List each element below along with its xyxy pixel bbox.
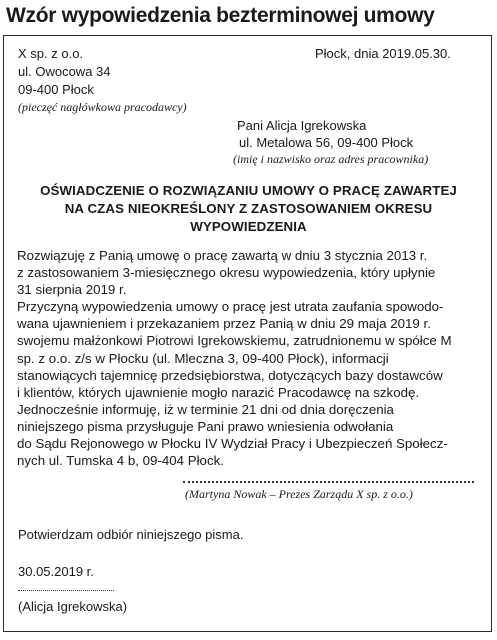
recipient-signature-line: [18, 590, 114, 591]
statement-body: [17, 247, 481, 469]
receipt-confirmation: Potwierdzam odbiór niniejszego pisma.: [18, 527, 244, 542]
body-line: swojemu małżonkowi Piotrowi Igrekowskiemu, zatrudnionemu w spółce M: [17, 333, 452, 349]
body-line: do Sądu Rejonowego w Płocku IV Wydział Pracy i Ubezpieczeń Społecz-: [17, 436, 448, 452]
body-line: z zastosowaniem 3-miesięcznego okresu wypowiedzenia, który upłynie: [17, 265, 436, 281]
statement-heading-line-3: WYPOWIEDZENIA: [190, 219, 307, 234]
recipient-name: (Alicja Igrekowska): [18, 599, 128, 614]
statement-heading-line-1: OŚWIADCZENIE O ROZWIĄZANIU UMOWY O PRACĘ ZAWARTEJ: [40, 183, 457, 198]
employee-address: ul. Metalowa 56, 09-400 Płock: [239, 135, 414, 150]
body-line: 31 sierpnia 2019 r.: [17, 282, 127, 298]
body-line: Przyczyną wypowiedzenia umowy o pracę jest utrata zaufania spowodo-: [17, 299, 444, 315]
body-line: niniejszego pisma przysługuje Pani prawo wniesienia odwołania: [17, 418, 394, 434]
place-date: Płock, dnia 2019.05.30.: [315, 46, 451, 61]
receipt-date: 30.05.2019 r.: [18, 564, 94, 579]
body-line: i klientów, których ujawnienie mogło narazić Pracodawcę na szkodę.: [17, 384, 420, 400]
employee-name: Pani Alicja Igrekowska: [237, 118, 367, 133]
employer-city: 09-400 Płock: [18, 82, 94, 97]
employer-name: X sp. z o.o.: [18, 46, 84, 61]
body-line: Rozwiązuję z Panią umowę o pracę zawartą w dniu 3 stycznia 2013 r.: [17, 248, 428, 263]
body-line: wana ujawnieniem i przekazaniem przez Panią w dniu 29 maja 2019 r.: [17, 316, 431, 332]
body-line: Jednocześnie informuję, iż w terminie 21 dni od dnia doręczenia: [17, 401, 394, 417]
body-line: nych ul. Tumska 4 b, 09-404 Płock.: [17, 453, 224, 469]
employee-caption: (imię i nazwisko oraz adres pracownika): [233, 152, 429, 166]
page-title: Wzór wypowiedzenia bezterminowej umowy: [6, 4, 435, 27]
body-line: sp. z o.o. z/s w Płocku (ul. Mleczna 3, 09-400 Płock), informacji: [17, 350, 389, 366]
body-line: stanowiących tajemnicę przedsiębiorstwa, dotyczących bazy dostawców: [17, 367, 443, 383]
employer-stamp-caption: (pieczęć nagłówkowa pracodawcy): [18, 100, 187, 114]
statement-heading-line-2: NA CZAS NIEOKREŚLONY Z ZASTOSOWANIEM OKRESU: [64, 201, 433, 216]
signature-caption: (Martyna Nowak – Prezes Zarządu X sp. z o.o.): [185, 487, 413, 501]
signature-line: [183, 481, 474, 483]
employer-street: ul. Owocowa 34: [18, 64, 111, 79]
